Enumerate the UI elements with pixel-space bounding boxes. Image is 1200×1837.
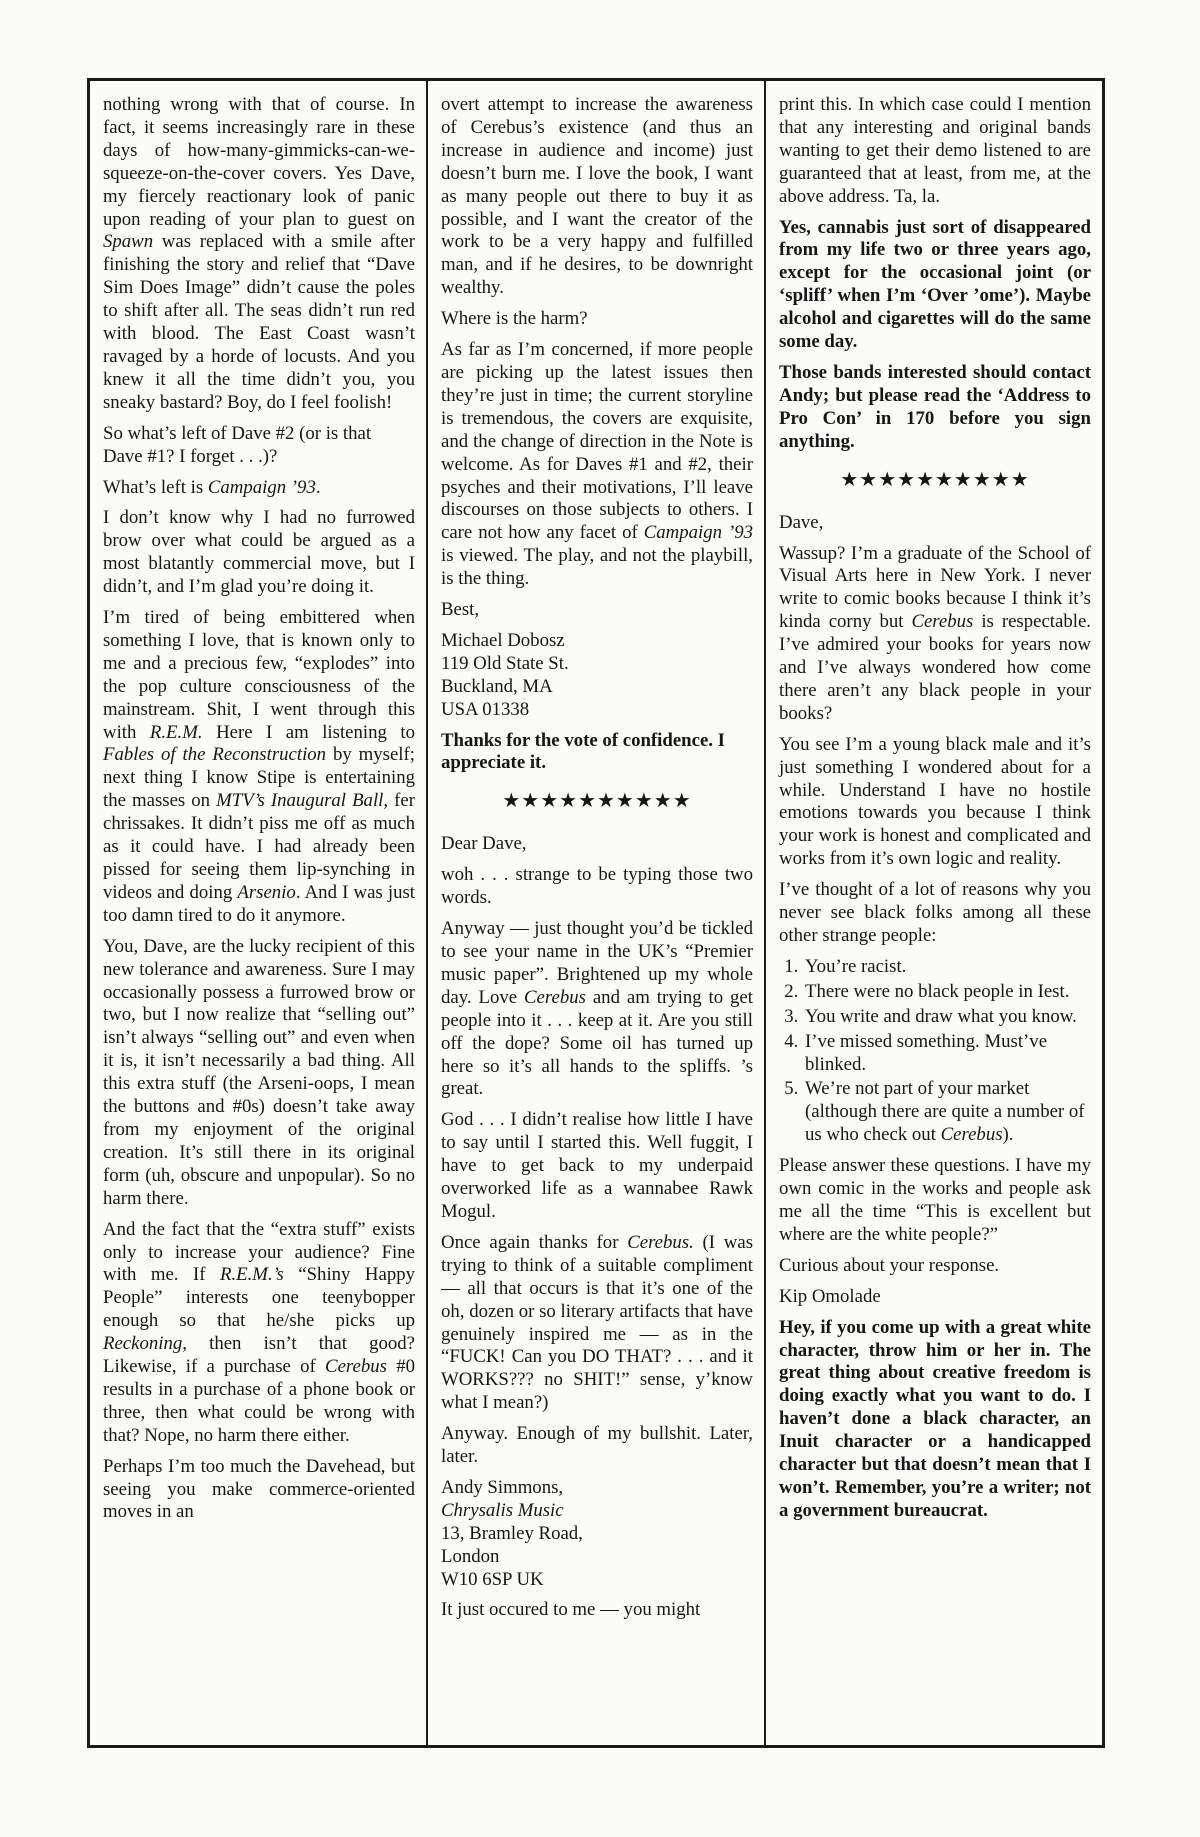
- letter-paragraph: Perhaps I’m too much the Davehead, but seeing you make commerce-oriented moves in an: [103, 1455, 415, 1523]
- letter-greeting: Dave,: [779, 511, 824, 533]
- list-item: 4. I’ve missed something. Must’ve blinked.: [803, 1031, 1091, 1077]
- letter-paragraph: Please answer these questions. I have my own comic in the works and people ask me all the time “This is excellent but where are the white people?”: [779, 1155, 1091, 1245]
- letter-signature: Kip Omolade: [779, 1285, 881, 1307]
- list-item: 1. You’re racist.: [803, 956, 1091, 979]
- letter-paragraph: Once again thanks for Cerebus. (I was trying to think of a suitable compliment — all that occurs is that it’s one of the oh, dozen or so literary artifacts that have genuinely inspired me — as in the “FUCK! Can you DO THAT? . . . and it WORKS??? no SHIT!” sense, y’know what I mean?): [441, 1231, 754, 1414]
- letter-paragraph: overt attempt to increase the awareness of Cerebus’s existence (and thus an increase in audience and income) just doesn’t burn me. I love the book, I want as many people out there to buy it as possible, and I want the creator of the work to be a very happy and fulfilled man, and if he desires, to be downright wealthy.: [441, 94, 753, 299]
- letter-paragraph: What’s left is Campaign ’93.: [103, 476, 321, 498]
- letter-paragraph: And the fact that the “extra stuff” exists only to increase your audience? Fine with me. If R.E.M.’s “Shiny Happy People” interests one teenybopper enough so that he/she picks up Reckoning, then isn’t that good? Likewise, if a purchase of Cerebus #0 results in a purchase of a phone book or three, then what could be wrong with that? Nope, no harm there either.: [103, 1218, 415, 1446]
- editor-reply: Thanks for the vote of confidence. I appreciate it.: [441, 729, 725, 774]
- editor-reply: Yes, cannabis just sort of disappeared from my life two or three years ago, except for the occasional joint (or ‘spliff’ when I’m ‘Over ’ome’). Maybe alcohol and cigarettes will do the same some day.: [779, 216, 1091, 353]
- letter-paragraph: I don’t know why I had no furrowed brow over what could be argued as a most blatantly commercial move, but I didn’t, and I’m glad you’re doing it.: [103, 507, 415, 598]
- letter-paragraph: nothing wrong with that of course. In fact, it seems increasingly rare in these days of how-many-gimmicks-can-we-squeeze-on-the-cover covers. Yes Dave, my fiercely reactionary look of panic upon reading of your plan to guest on Spawn was replaced with a smile after finishing the story and relief that “Dave Sim Does Image” didn’t cause the poles to shift after all. The seas didn’t run red with blood. The East Coast wasn’t ravaged by a horde of locusts. And you knew it all the time didn’t you, you sneaky bastard? Boy, do I feel foolish!: [103, 94, 415, 413]
- letter-paragraph: You, Dave, are the lucky recipient of this new tolerance and awareness. Sure I may occasionally possess a furrowed brow or two, but I now realize that “selling out” isn’t always “selling out” and even when it is, it isn’t necessarily a bad thing. All this extra stuff (the Arseni-oops, I mean the buttons and #0s) doesn’t take away from my enjoyment of the original creation. It’s still there in its original form (uh, obscure and unpopular). So no harm there.: [103, 935, 415, 1209]
- letter-paragraph: God . . . I didn’t realise how little I have to say until I started this. Well fuggit, I have to get back to my underpaid overworked life as a wannabee Rawk Mogul.: [441, 1109, 753, 1222]
- letter-paragraph: Wassup? I’m a graduate of the School of Visual Arts here in New York. I never write to comic books because I think it’s kinda corny but Cerebus is respectable. I’ve admired your books for years now and I’ve always wondered how come there aren’t any black people in your books?: [779, 542, 1091, 724]
- column-3: [764, 81, 1102, 1745]
- editor-reply: Hey, if you come up with a great white character, throw him or her in. The great thing about creative freedom is doing exactly what you want to do. I haven’t done a black character, an Inuit character or a handicapped character but that doesn’t mean that I won’t. Remember, you’re a writer; not a government bureaucrat.: [779, 1316, 1091, 1521]
- letters-page-frame: [87, 78, 1105, 1748]
- reasons-list: [779, 956, 1091, 1147]
- letter-paragraph: I’ve thought of a lot of reasons why you never see black folks among all these other strange people:: [779, 879, 1091, 946]
- list-item: 3. You write and draw what you know.: [803, 1006, 1091, 1029]
- sender-address: Michael Dobosz 119 Old State St. Buckland, MA USA 01338: [441, 629, 569, 720]
- list-item: 5. We’re not part of your market (although there are quite a number of us who check out Cerebus).: [803, 1078, 1091, 1147]
- letter-paragraph: Anyway — just thought you’d be tickled to see your name in the UK’s “Premier music paper”. Brightened up my whole day. Love Cerebus and am trying to get people into it . . . keep at it. Are you still off the dope? Some oil has turned up here so it’s all hands to the spliffs. ’s great.: [441, 918, 753, 1100]
- column-2: [426, 81, 764, 1745]
- star-divider: ★★★★★★★★★★: [840, 468, 1030, 491]
- star-divider: ★★★★★★★★★★: [502, 790, 692, 813]
- letter-paragraph: I’m tired of being embittered when something I love, that is known only to me and a precious few, “explodes” into the pop culture consciousness of the mainstream. Shit, I went through this with R.E.M. Here I am listening to Fables of the Reconstruction by myself; next thing I know Stipe is entertaining the masses on MTV’s Inaugural Ball, fer chrissakes. It didn’t piss me off as much as it could have. I had already been pissed for seeing them lip-synching in videos and doing Arsenio. And I was just too damn tired to do it anymore.: [103, 607, 415, 926]
- editor-reply: Those bands interested should contact Andy; but please read the ‘Address to Pro Con’ in 170 before you sign anything.: [779, 361, 1091, 452]
- letter-greeting: Dear Dave,: [441, 833, 527, 855]
- letter-paragraph: print this. In which case could I mention that any interesting and original bands wanting to get their demo listened to are guaranteed that at least, from me, at the above address. Ta, la.: [779, 94, 1091, 207]
- letter-paragraph: It just occured to me — you might: [441, 1599, 701, 1621]
- letter-paragraph: woh . . . strange to be typing those two words.: [441, 864, 753, 909]
- letter-paragraph: Where is the harm?: [441, 308, 588, 330]
- list-item: 2. There were no black people in Iest.: [803, 981, 1091, 1004]
- letter-paragraph: Anyway. Enough of my bullshit. Later, later.: [441, 1423, 753, 1468]
- sender-address: Andy Simmons, Chrysalis Music 13, Bramley Road, London W10 6SP UK: [441, 1476, 583, 1590]
- letter-paragraph: So what’s left of Dave #2 (or is that Dave #1? I forget . . .)?: [103, 422, 372, 467]
- letter-signoff: Best,: [441, 599, 480, 621]
- letter-paragraph: Curious about your response.: [779, 1254, 1000, 1276]
- letter-paragraph: As far as I’m concerned, if more people are picking up the latest issues then they’re just in time; the current storyline is tremendous, the covers are exquisite, and the change of direction in the Note is welcome. As for Daves #1 and #2, their psyches and their motivations, I’ll leave discourses on those subjects to others. I care not how any facet of Campaign ’93 is viewed. The play, and not the playbill, is the thing.: [441, 339, 753, 590]
- letter-paragraph: You see I’m a young black male and it’s just something I wondered about for a while. Understand I have no hostile emotions towards you because I think your work is honest and complicated and works from it’s own logic and reality.: [779, 733, 1091, 870]
- column-1: [90, 81, 426, 1745]
